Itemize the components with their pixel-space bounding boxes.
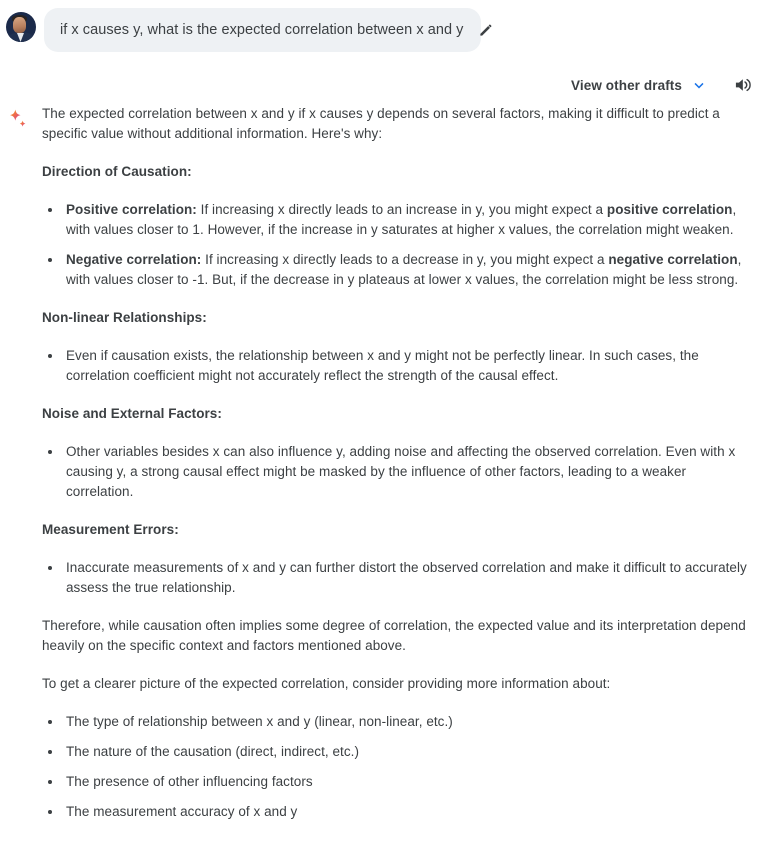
section-bullet-list: [42, 200, 754, 290]
prompt-text: if x causes y, what is the expected correlation between x and y: [60, 22, 464, 38]
followup-text: The measurement accuracy of x and y: [66, 804, 298, 819]
bullet-text-before: If increasing x directly leads to an increase in y, you might expect a: [196, 202, 607, 217]
section-bullet-list: [42, 346, 754, 386]
list-item: [42, 200, 754, 240]
section-bullet-list: [42, 442, 754, 502]
section-bullet-list: [42, 558, 754, 598]
followup-text: The presence of other influencing factors: [66, 774, 313, 789]
user-prompt-row: [0, 0, 768, 52]
bullet-text: Even if causation exists, the relationship between x and y might not be perfectly linear. In such cases, the correlation coefficient might not accurately reflect the strength of the causal effect.: [66, 348, 699, 383]
response-section-direction-of-causation: [42, 162, 754, 290]
view-other-drafts-button[interactable]: [567, 74, 712, 96]
bullet-emphasis: positive correlation: [606, 202, 733, 217]
followup-text: The nature of the causation (direct, indirect, etc.): [66, 744, 359, 759]
sparkle-icon: [6, 108, 30, 132]
list-item: [42, 346, 754, 386]
followup-text: The type of relationship between x and y (linear, non-linear, etc.): [66, 714, 453, 729]
response-content: [42, 104, 758, 822]
view-other-drafts-label: View other drafts: [571, 77, 682, 93]
user-avatar[interactable]: [6, 12, 36, 42]
section-heading: Direction of Causation:: [42, 164, 192, 179]
response-section-measurement-errors: [42, 520, 754, 598]
bullet-text: Other variables besides x can also influence y, adding noise and affecting the observed correlation. Even with x causing y, a strong causal effect might be masked by the influence of other factors, leading to a weaker correlation.: [66, 444, 736, 499]
list-item: [42, 772, 754, 792]
bullet-text-before: If increasing x directly leads to a decrease in y, you might expect a: [201, 252, 609, 267]
speaker-volume-icon[interactable]: [733, 75, 753, 95]
list-item: [42, 712, 754, 732]
bullet-lead: Positive correlation:: [66, 202, 197, 217]
section-heading: Measurement Errors:: [42, 522, 179, 537]
list-item: [42, 802, 754, 822]
list-item: [42, 558, 754, 598]
chevron-down-icon[interactable]: [690, 76, 708, 94]
section-heading: Non-linear Relationships:: [42, 310, 207, 325]
bullet-emphasis: negative correlation: [608, 252, 738, 267]
prompt-bubble[interactable]: [44, 8, 481, 52]
followup-list: [42, 712, 754, 822]
response-conclusion-paragraph: Therefore, while causation often implies some degree of correlation, the expected value and its interpretation depend heavily on the specific context and factors mentioned above.: [42, 618, 746, 653]
list-item: [42, 742, 754, 762]
pencil-icon[interactable]: [477, 21, 495, 39]
bullet-text-after: , with values closer to -1. But, if the decrease in y plateaus at lower x values, the correlation might be less strong.: [66, 252, 742, 287]
response-followup-intro: To get a clearer picture of the expected correlation, consider providing more information about:: [42, 676, 611, 691]
drafts-toolbar: [0, 72, 768, 98]
bullet-text: Inaccurate measurements of x and y can further distort the observed correlation and make it difficult to accurately assess the true relationship.: [66, 560, 747, 595]
bullet-text-after: , with values closer to 1. However, if the increase in y saturates at higher x values, the correlation might weaken.: [66, 202, 737, 237]
response-section-non-linear-relationships: [42, 308, 754, 386]
list-item: [42, 442, 754, 502]
listen-button[interactable]: [732, 74, 754, 96]
list-item: [42, 250, 754, 290]
assistant-response-row: [0, 104, 768, 822]
response-intro-paragraph: The expected correlation between x and y if x causes y depends on several factors, making it difficult to predict a specific value without additional information. Here's why:: [42, 106, 720, 141]
response-section-noise-and-external-factors: [42, 404, 754, 502]
section-heading: Noise and External Factors:: [42, 406, 222, 421]
bullet-lead: Negative correlation:: [66, 252, 202, 267]
avatar-face: [13, 17, 26, 33]
